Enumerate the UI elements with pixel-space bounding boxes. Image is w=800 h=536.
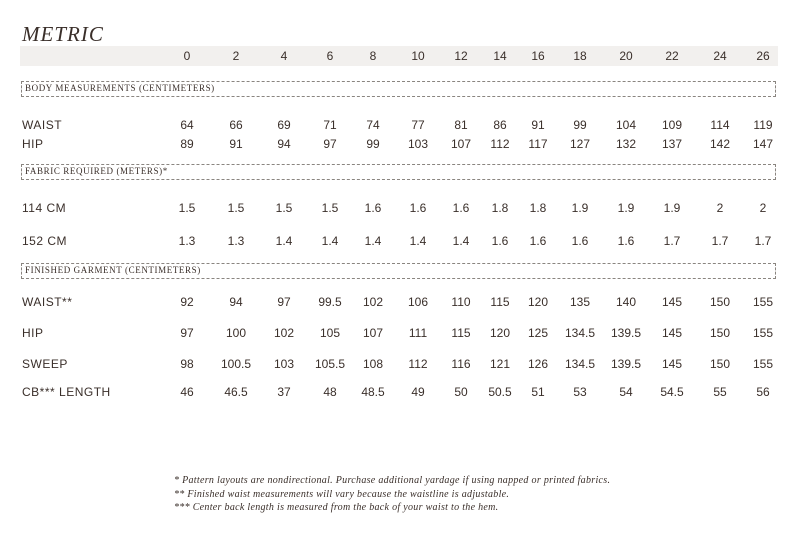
table-cell: 140 — [615, 295, 637, 309]
chart-title: METRIC — [22, 22, 104, 46]
table-cell: 112 — [408, 357, 428, 371]
table-cell: 107 — [450, 137, 472, 151]
size-header-6: 6 — [326, 49, 334, 63]
table-cell: 137 — [661, 137, 683, 151]
table-cell: 147 — [752, 137, 774, 151]
table-cell: 1.4 — [409, 234, 427, 248]
table-cell: 139.5 — [610, 357, 642, 371]
table-cell: 103 — [407, 137, 429, 151]
table-cell: 1.7 — [711, 234, 729, 248]
size-header-10: 10 — [411, 49, 425, 63]
size-header-16: 16 — [531, 49, 545, 63]
table-cell: 64 — [180, 118, 194, 132]
table-cell: 120 — [527, 295, 549, 309]
table-cell: 142 — [709, 137, 731, 151]
table-cell: 50.5 — [488, 385, 512, 399]
table-cell: 145 — [661, 295, 683, 309]
table-cell: 91 — [229, 137, 243, 151]
table-cell: 1.9 — [571, 201, 589, 215]
table-cell: 134.5 — [564, 357, 596, 371]
table-cell: 49 — [411, 385, 425, 399]
table-cell: 1.8 — [529, 201, 547, 215]
table-cell: 108 — [362, 357, 384, 371]
table-cell: 111 — [408, 326, 428, 340]
table-cell: 119 — [753, 118, 773, 132]
table-cell: 89 — [180, 137, 194, 151]
table-cell: 135 — [569, 295, 591, 309]
table-cell: 1.6 — [571, 234, 589, 248]
table-cell: 127 — [569, 137, 591, 151]
table-cell: 69 — [277, 118, 291, 132]
table-cell: 1.4 — [275, 234, 293, 248]
table-cell: 1.6 — [491, 234, 509, 248]
table-cell: 51 — [531, 385, 545, 399]
table-cell: 116 — [451, 357, 471, 371]
table-cell: 99.5 — [318, 295, 342, 309]
table-cell: 1.6 — [617, 234, 635, 248]
row-label: WAIST — [22, 118, 63, 132]
table-cell: 150 — [709, 326, 731, 340]
table-cell: 91 — [531, 118, 545, 132]
table-cell: 155 — [752, 326, 774, 340]
table-cell: 54.5 — [660, 385, 684, 399]
table-cell: 1.4 — [452, 234, 470, 248]
table-cell: 54 — [619, 385, 633, 399]
table-cell: 46.5 — [224, 385, 248, 399]
size-header-2: 2 — [232, 49, 240, 63]
section-heading-box — [21, 81, 776, 97]
size-header-8: 8 — [369, 49, 377, 63]
table-cell: 46 — [180, 385, 194, 399]
row-label: 152 CM — [22, 234, 68, 248]
table-cell: 139.5 — [610, 326, 642, 340]
table-cell: 94 — [277, 137, 291, 151]
table-cell: 48.5 — [361, 385, 385, 399]
table-cell: 1.6 — [529, 234, 547, 248]
row-label: WAIST** — [22, 295, 73, 309]
table-cell: 105.5 — [314, 357, 346, 371]
footnote-1: * Pattern layouts are nondirectional. Purchase additional yardage if using napped or printed fabrics. — [174, 475, 611, 486]
table-cell: 155 — [752, 357, 774, 371]
table-cell: 97 — [180, 326, 194, 340]
table-cell: 109 — [661, 118, 683, 132]
table-cell: 92 — [180, 295, 194, 309]
table-cell: 134.5 — [564, 326, 596, 340]
table-cell: 145 — [661, 357, 683, 371]
table-cell: 1.5 — [321, 201, 339, 215]
table-cell: 100.5 — [220, 357, 252, 371]
table-cell: 1.9 — [663, 201, 681, 215]
table-cell: 97 — [323, 137, 337, 151]
table-cell: 125 — [527, 326, 549, 340]
table-cell: 1.6 — [452, 201, 470, 215]
table-cell: 1.5 — [275, 201, 293, 215]
table-cell: 1.8 — [491, 201, 509, 215]
table-cell: 1.5 — [178, 201, 196, 215]
size-header-24: 24 — [713, 49, 727, 63]
table-cell: 103 — [273, 357, 295, 371]
table-cell: 1.3 — [178, 234, 196, 248]
section-heading-box — [21, 164, 776, 180]
size-header-12: 12 — [454, 49, 468, 63]
table-cell: 98 — [180, 357, 194, 371]
table-cell: 1.5 — [227, 201, 245, 215]
size-header-14: 14 — [493, 49, 507, 63]
table-cell: 94 — [229, 295, 243, 309]
footnotes — [174, 474, 610, 515]
table-cell: 1.6 — [409, 201, 427, 215]
table-cell: 1.4 — [321, 234, 339, 248]
table-cell: 155 — [752, 295, 774, 309]
table-cell: 117 — [528, 137, 548, 151]
table-cell: 115 — [451, 326, 471, 340]
size-header-20: 20 — [619, 49, 633, 63]
table-cell: 2 — [759, 201, 767, 215]
row-label: HIP — [22, 137, 44, 151]
row-label: HIP — [22, 326, 44, 340]
table-cell: 1.4 — [364, 234, 382, 248]
row-label: 114 CM — [22, 201, 67, 215]
size-header-4: 4 — [280, 49, 288, 63]
table-cell: 71 — [323, 118, 337, 132]
table-cell: 126 — [527, 357, 549, 371]
table-cell: 1.7 — [754, 234, 772, 248]
row-label: SWEEP — [22, 357, 68, 371]
table-cell: 104 — [615, 118, 637, 132]
table-cell: 99 — [366, 137, 380, 151]
section-heading: FABRIC REQUIRED (METERS)* — [25, 166, 168, 176]
table-cell: 121 — [489, 357, 511, 371]
table-cell: 74 — [366, 118, 380, 132]
table-cell: 48 — [323, 385, 337, 399]
table-cell: 132 — [615, 137, 637, 151]
table-cell: 115 — [490, 295, 510, 309]
table-cell: 77 — [411, 118, 425, 132]
table-cell: 2 — [716, 201, 724, 215]
table-cell: 50 — [454, 385, 468, 399]
table-cell: 1.3 — [227, 234, 245, 248]
table-cell: 86 — [493, 118, 507, 132]
section-heading: FINISHED GARMENT (CENTIMETERS) — [25, 265, 201, 275]
table-cell: 81 — [454, 118, 468, 132]
table-cell: 53 — [573, 385, 587, 399]
size-header-0: 0 — [183, 49, 191, 63]
table-cell: 145 — [661, 326, 683, 340]
table-cell: 107 — [362, 326, 384, 340]
footnote-3: *** Center back length is measured from the back of your waist to the hem. — [174, 502, 499, 513]
table-cell: 150 — [709, 295, 731, 309]
table-cell: 56 — [756, 385, 770, 399]
table-cell: 112 — [490, 137, 510, 151]
table-cell: 102 — [273, 326, 295, 340]
size-header-18: 18 — [573, 49, 587, 63]
table-cell: 110 — [451, 295, 471, 309]
size-header-22: 22 — [665, 49, 679, 63]
table-cell: 66 — [229, 118, 243, 132]
row-label: CB*** LENGTH — [22, 385, 111, 399]
table-cell: 120 — [489, 326, 511, 340]
table-cell: 150 — [709, 357, 731, 371]
table-cell: 105 — [319, 326, 341, 340]
table-cell: 37 — [277, 385, 291, 399]
size-header-26: 26 — [756, 49, 770, 63]
table-cell: 55 — [713, 385, 727, 399]
table-cell: 99 — [573, 118, 587, 132]
table-cell: 1.6 — [364, 201, 382, 215]
table-cell: 1.9 — [617, 201, 635, 215]
table-cell: 114 — [710, 118, 730, 132]
table-cell: 102 — [362, 295, 384, 309]
footnote-2: ** Finished waist measurements will vary because the waistline is adjustable. — [174, 488, 510, 500]
table-cell: 100 — [225, 326, 247, 340]
section-heading-box — [21, 263, 776, 279]
section-heading: BODY MEASUREMENTS (CENTIMETERS) — [25, 83, 215, 93]
table-cell: 97 — [277, 295, 291, 309]
table-cell: 106 — [407, 295, 429, 309]
table-cell: 1.7 — [663, 234, 681, 248]
